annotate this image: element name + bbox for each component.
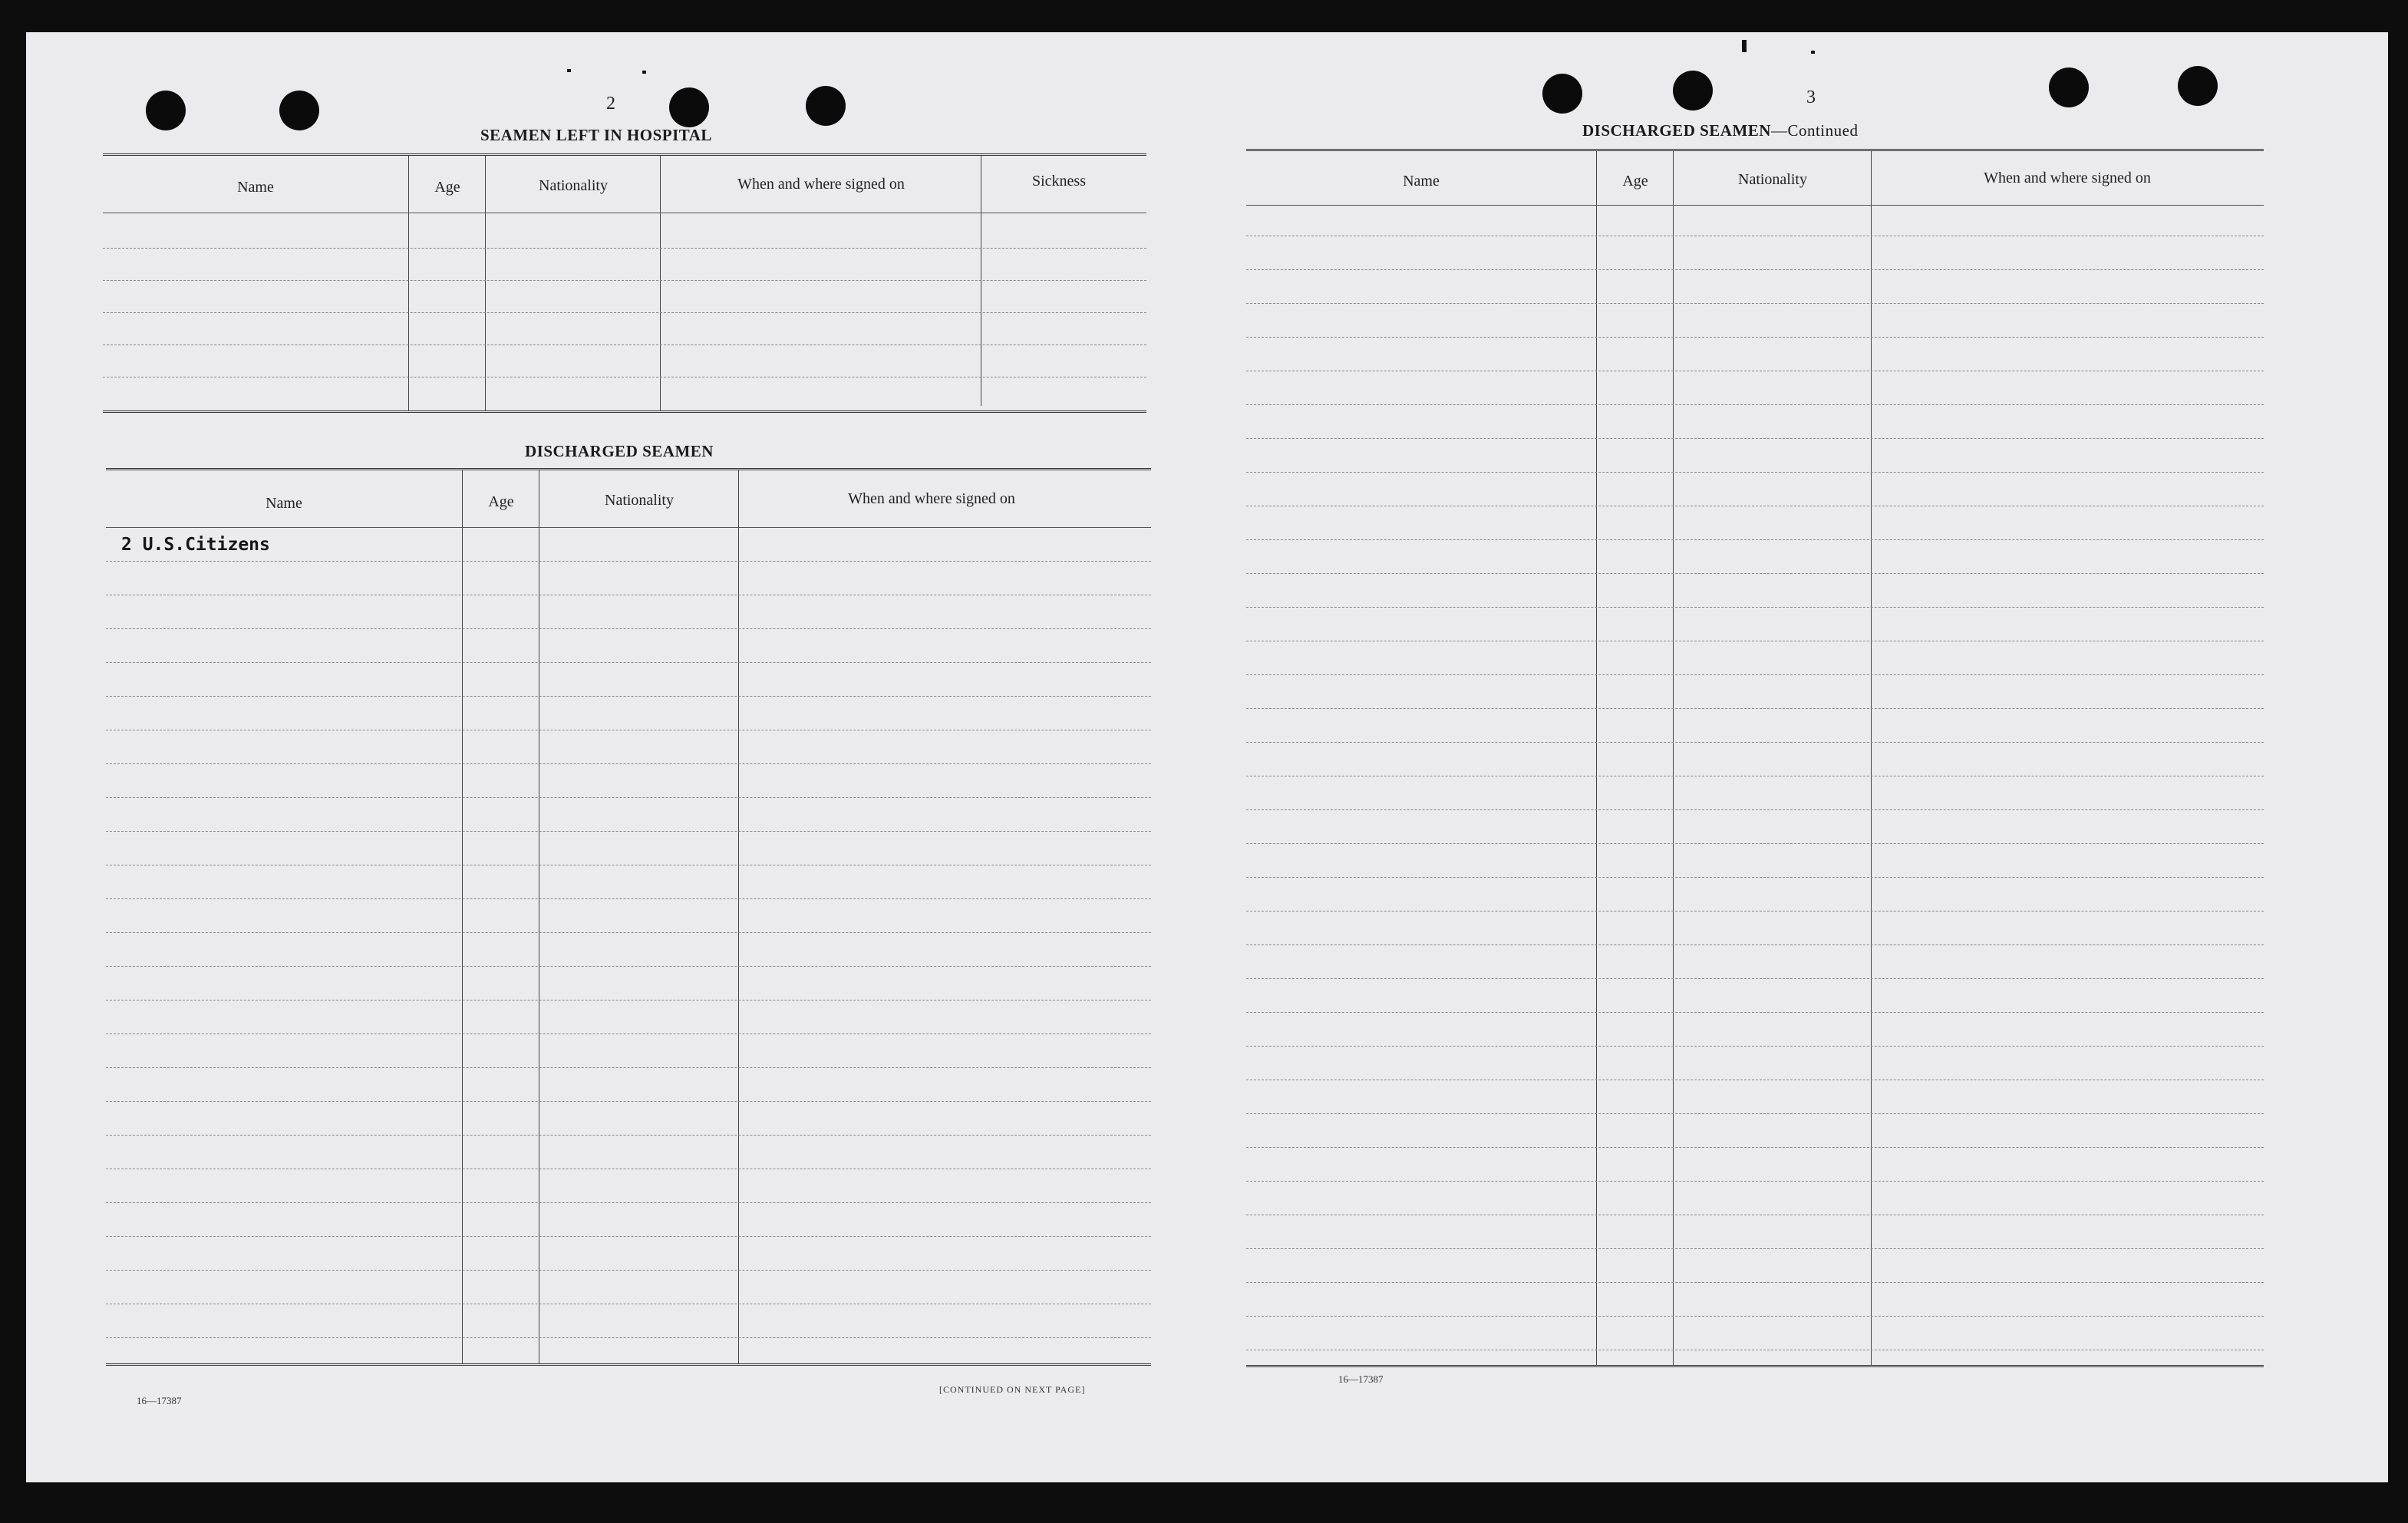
column-divider	[1673, 151, 1674, 1365]
title-main: DISCHARGED SEAMEN	[1582, 121, 1771, 140]
ink-speck	[567, 69, 571, 72]
row-line	[1246, 877, 2264, 878]
punch-hole	[146, 91, 186, 130]
ink-speck	[642, 71, 646, 74]
column-header-nationality: Nationality	[605, 492, 674, 509]
column-header-nationality: Nationality	[539, 177, 608, 194]
column-header-age: Age	[1622, 173, 1648, 190]
row-line	[106, 662, 1151, 663]
row-line	[106, 696, 1151, 697]
row-line	[1246, 809, 2264, 810]
column-header-when-where: When and where signed on	[1984, 170, 2151, 186]
column-divider	[738, 470, 739, 1363]
table-bottom-rule	[106, 1363, 1151, 1366]
row-line	[1246, 978, 2264, 979]
row-line	[106, 1202, 1151, 1203]
row-line	[106, 932, 1151, 933]
row-line	[1246, 303, 2264, 304]
header-rule	[106, 527, 1151, 528]
row-line	[1246, 539, 2264, 540]
left-page	[26, 32, 1192, 1482]
column-header-nationality: Nationality	[1738, 171, 1807, 188]
row-line	[1246, 1012, 2264, 1013]
column-header-name: Name	[266, 495, 302, 512]
right-page	[1223, 32, 2388, 1482]
title-continued: —Continued	[1770, 121, 1859, 140]
column-header-when-where: When and where signed on	[848, 490, 1015, 507]
row-line	[1246, 944, 2264, 945]
row-line	[1246, 404, 2264, 405]
row-line	[1246, 1147, 2264, 1148]
ink-speck	[1811, 51, 1815, 54]
row-line	[106, 1337, 1151, 1338]
row-line	[106, 1067, 1151, 1068]
row-line	[103, 344, 1146, 345]
discharged-continued-table	[1246, 149, 2264, 1405]
punch-hole	[2178, 66, 2218, 106]
page-number: 3	[1806, 87, 1816, 107]
column-header-age: Age	[434, 179, 460, 196]
column-header-sickness: Sickness	[1032, 173, 1086, 190]
ink-speck	[1742, 40, 1747, 52]
punch-hole	[669, 87, 709, 127]
continued-note: [CONTINUED ON NEXT PAGE]	[939, 1384, 1086, 1395]
row-line	[103, 280, 1146, 281]
row-line	[106, 898, 1151, 899]
discharged-table	[106, 468, 1151, 1416]
row-line	[106, 628, 1151, 629]
punch-hole	[1542, 74, 1582, 114]
row-line	[106, 1270, 1151, 1271]
row-line	[1246, 337, 2264, 338]
hospital-table	[103, 153, 1146, 452]
column-divider	[660, 156, 661, 410]
row-line	[1246, 674, 2264, 675]
row-line	[1246, 472, 2264, 473]
row-line	[1246, 573, 2264, 574]
row-line	[1246, 1316, 2264, 1317]
row-line	[106, 797, 1151, 798]
column-divider	[408, 156, 409, 410]
table-bottom-rule	[1246, 1365, 2264, 1367]
row-line	[106, 1236, 1151, 1237]
page-number: 2	[606, 94, 615, 114]
column-header-name: Name	[1403, 173, 1440, 190]
discharged-row-name: 2 U.S.Citizens	[121, 535, 270, 555]
discharged-table-title: DISCHARGED SEAMEN	[525, 442, 714, 460]
column-divider	[1596, 151, 1597, 1365]
row-line	[1246, 1248, 2264, 1249]
hospital-table-title: SEAMEN LEFT IN HOSPITAL	[480, 126, 712, 144]
form-number: 16—17387	[137, 1395, 182, 1406]
scanned-document	[26, 32, 2388, 1482]
row-line	[1246, 1046, 2264, 1047]
column-divider	[462, 470, 463, 1363]
punch-hole	[2049, 68, 2089, 107]
row-line	[1246, 708, 2264, 709]
row-line	[1246, 1181, 2264, 1182]
table-bottom-rule	[103, 410, 1146, 413]
row-line	[106, 561, 1151, 562]
column-header-name: Name	[237, 179, 274, 196]
row-line	[1246, 438, 2264, 439]
punch-hole	[806, 86, 846, 126]
row-line	[1246, 269, 2264, 270]
punch-hole	[1673, 71, 1713, 110]
column-divider	[485, 156, 486, 410]
row-line	[1246, 1113, 2264, 1114]
row-line	[106, 1033, 1151, 1034]
form-number: 16—17387	[1338, 1373, 1384, 1385]
column-divider	[1871, 151, 1872, 1365]
column-header-age: Age	[488, 493, 514, 510]
row-line	[1246, 742, 2264, 743]
row-line	[103, 248, 1146, 249]
row-line	[106, 1101, 1151, 1102]
row-line	[1246, 843, 2264, 844]
row-line	[106, 966, 1151, 967]
row-line	[106, 831, 1151, 832]
row-line	[1246, 607, 2264, 608]
punch-hole	[279, 91, 319, 130]
row-line	[106, 763, 1151, 764]
discharged-continued-title	[1582, 121, 1858, 140]
row-line	[1246, 1282, 2264, 1283]
column-header-when-where: When and where signed on	[737, 176, 905, 193]
row-line	[103, 312, 1146, 313]
row-line	[106, 1135, 1151, 1136]
header-rule	[1246, 205, 2264, 206]
